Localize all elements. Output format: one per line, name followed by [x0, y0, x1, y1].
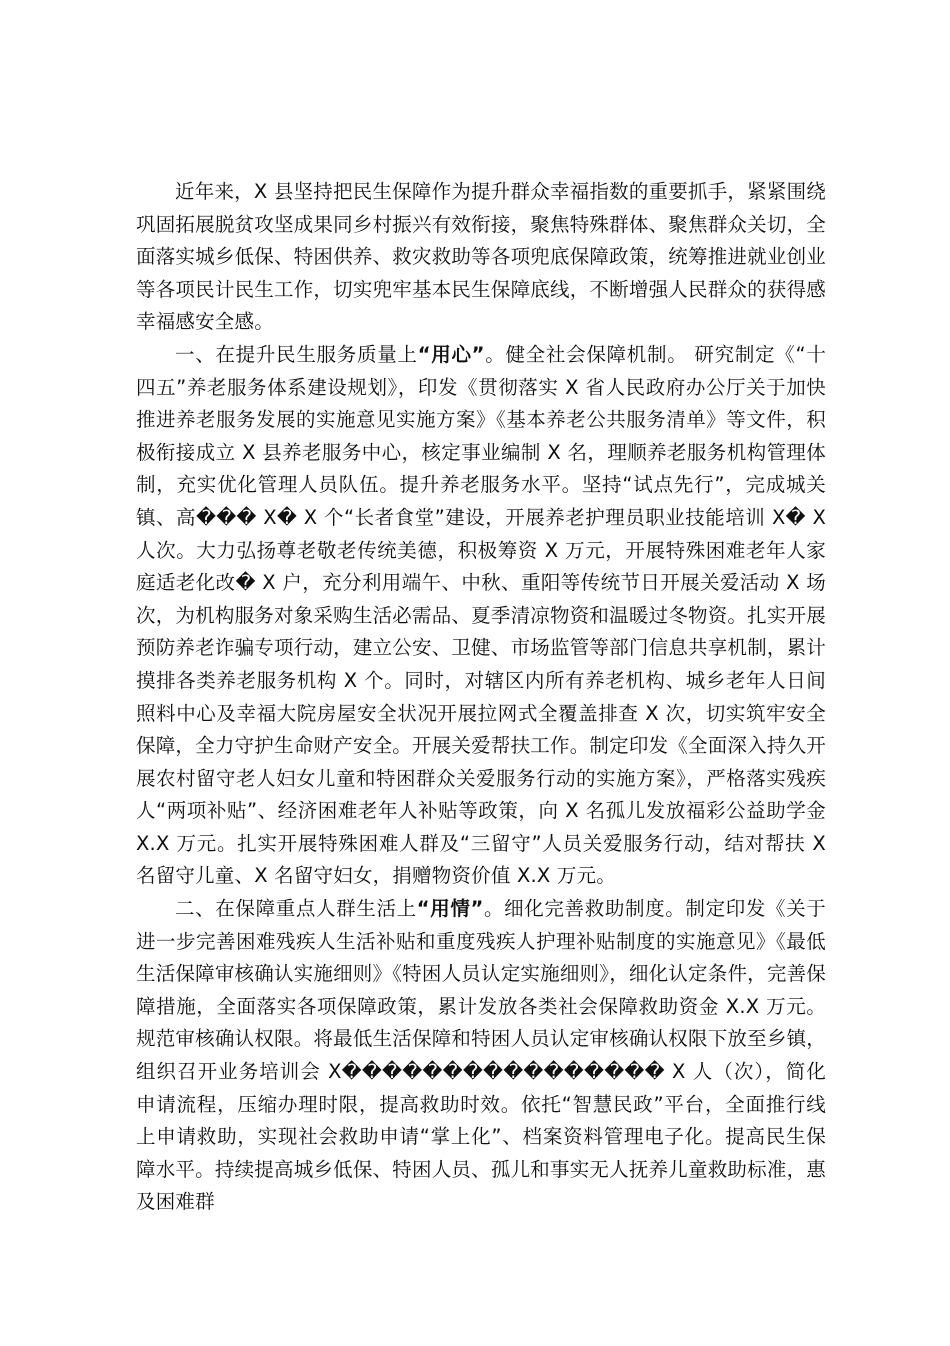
- section-1-heading: 一、在提升民生服务质量上: [175, 342, 418, 366]
- paragraph-section-1: [136, 339, 826, 893]
- section-2-text: 。细化完善救助制度。制定印发《关于进一步完善困难残疾人生活补贴和重度残疾人护理补贴制度的实施意见》《最低生活保障审核确认实施细则》《特困人员认定实施细则》，细化认定条件，完善保障措施，全面落实各项保障政策，累计发放各类社会保障救助资金 X.X 万元。规范审核确认权限。将最低生活保障和特困人员认定审核确认权限下放至乡镇，组织召开业务培训会 X���������������� X 人（次），简化申请流程，压缩办理时限，提高救助时效。依托“智慧民政”平台，全面推行线上申请救助，实现社会救助申请“掌上化”、档案资料管理电子化。提高民生保障水平。持续提高城乡低保、特困人员、孤儿和事实无人抚养儿童救助标准，惠及困难群: [136, 897, 827, 1214]
- section-1-text: 。健全社会保障机制。 研究制定《“十四五”养老服务体系建设规划》，印发《贯彻落实 X 省人民政府办公厅关于加快推进养老服务发展的实施意见实施方案》《基本养老公共服务清单》等文件，积极衔接成立 X 县养老服务中心，核定事业编制 X 名，理顺养老服务机构管理体制，充实优化管理人员队伍。提升养老服务水平。坚持“试点先行”，完成城关镇、高��� X� X 个“长者食堂”建设，开展养老护理员职业技能培训 X� X 人次。大力弘扬尊老敬老传统美德，积极筹资 X 万元，开展特殊困难老年人家庭适老化改� X 户，充分利用端午、中秋、重阳等传统节日开展关爱活动 X 场次，为机构服务对象采购生活必需品、夏季清凉物资和温暖过冬物资。扎实开展预防养老诈骗专项行动，建立公安、卫健、市场监管等部门信息共享机制，累计摸排各类养老服务机构 X 个。同时，对辖区内所有养老机构、城乡老年人日间照料中心及幸福大院房屋安全状况开展拉网式全覆盖排查 X 次，切实筑牢安全保障，全力守护生命财产安全。开展关爱帮扶工作。制定印发《全面深入持久开展农村留守老人妇女儿童和特困群众关爱服务行动的实施方案》，严格落实残疾人“两项补贴”、经济困难老年人补贴等政策，向 X 名孤儿发放福彩公益助学金 X.X 万元。扎实开展特殊困难人群及“三留守”人员关爱服务行动，结对帮扶 X 名留守儿童、X 名留守妇女，捐赠物资价值 X.X 万元。: [136, 342, 827, 888]
- paragraph-section-2: [136, 893, 826, 1219]
- paragraph-intro: [136, 176, 826, 339]
- section-2-keyword: “用情”: [416, 897, 484, 921]
- document-body: [136, 176, 826, 1219]
- section-1-keyword: “用心”: [417, 342, 485, 366]
- paragraph-intro-text: 近年来，X 县坚持把民生保障作为提升群众幸福指数的重要抓手，紧紧围绕巩固拓展脱贫攻坚成果同乡村振兴有效衔接，聚焦特殊群体、聚焦群众关切，全面落实城乡低保、特困供养、救灾救助等各项兜底保障政策，统筹推进就业创业等各项民计民生工作，切实兜牢基本民生保障底线，不断增强人民群众的获得感幸福感安全感。: [136, 180, 826, 334]
- section-2-heading: 二、在保障重点人群生活上: [175, 897, 417, 921]
